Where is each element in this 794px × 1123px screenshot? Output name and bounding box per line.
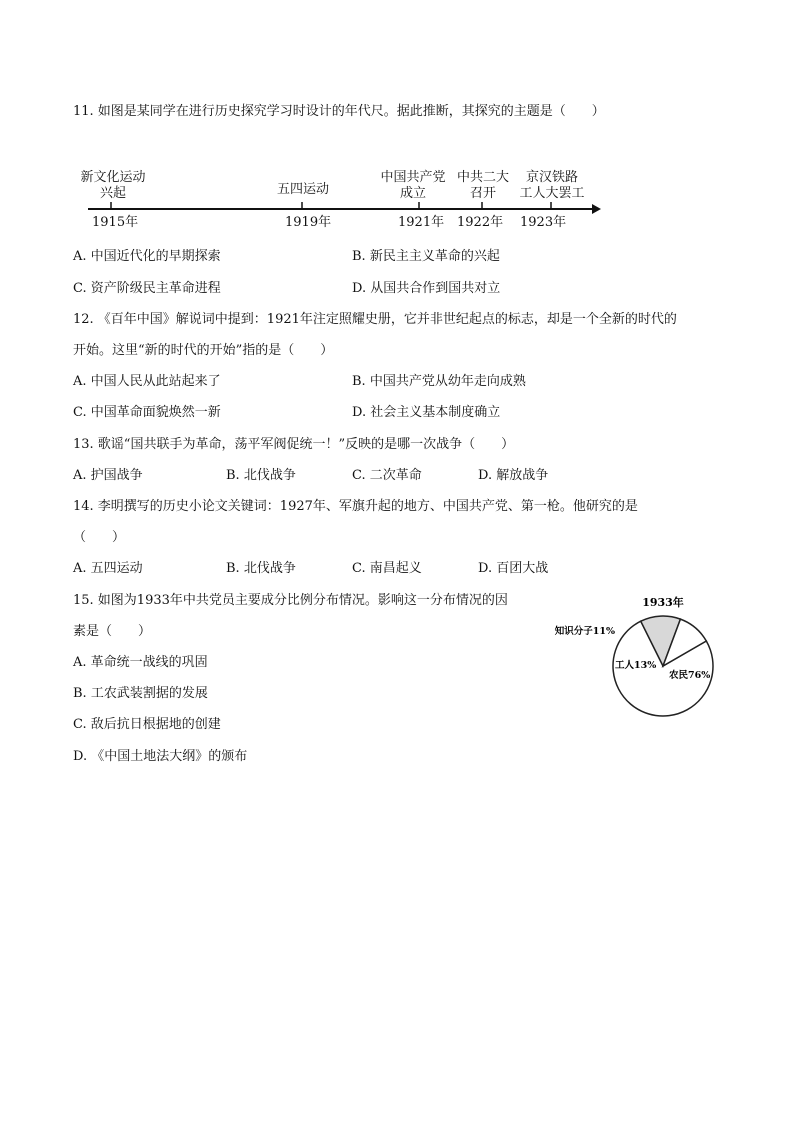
timeline-event-1921: 中国共产党 成立 <box>380 170 446 201</box>
timeline-event-1919: 五四运动 <box>276 182 329 197</box>
q15-stem-line1: 15. 如图为1933年中共党员主要成分比例分布情况。影响这一分布情况的因 <box>73 593 508 608</box>
q14-option-d[interactable]: D. 百团大战 <box>478 561 549 576</box>
timeline-event-1922: 中共二大 召开 <box>456 170 509 201</box>
timeline-year-1919: 1919年 <box>285 215 332 230</box>
q12-option-d[interactable]: D. 社会主义基本制度确立 <box>352 405 501 420</box>
timeline-year-1923: 1923年 <box>520 215 567 230</box>
timeline-year-1922: 1922年 <box>457 215 504 230</box>
q14-option-c[interactable]: C. 南昌起义 <box>352 561 422 576</box>
q11-option-a[interactable]: A. 中国近代化的早期探索 <box>73 249 221 264</box>
timeline-year-1915: 1915年 <box>92 215 139 230</box>
q13-option-a[interactable]: A. 护国战争 <box>73 468 143 483</box>
q13-option-c[interactable]: C. 二次革命 <box>352 468 422 483</box>
q14-stem-line2: （ ） <box>73 530 126 545</box>
q14-stem-line1: 14. 李明撰写的历史小论文关键词：1927年、军旗升起的地方、中国共产党、第一枪。他研究的是 <box>73 499 638 514</box>
timeline-event-1915: 新文化运动 兴起 <box>80 170 146 201</box>
pie-title: 1933年 <box>642 596 684 609</box>
timeline-arrowhead <box>592 204 601 214</box>
q12-stem-line1: 12. 《百年中国》解说词中提到：1921年注定照耀史册，它并非世纪起点的标志，却是一个全新的时代的 <box>73 312 677 327</box>
q11-stem: 11. 如图是某同学在进行历史探究学习时设计的年代尺。据此推断，其探究的主题是（ ） <box>73 104 605 119</box>
q14-option-a[interactable]: A. 五四运动 <box>73 561 143 576</box>
q15-option-d[interactable]: D. 《中国土地法大纲》的颁布 <box>73 749 248 764</box>
timeline-year-1921: 1921年 <box>398 215 445 230</box>
q13-stem: 13. 歌谣“国共联手为革命，荡平军阀促统一！”反映的是哪一次战争（ ） <box>73 437 515 452</box>
q12-option-a[interactable]: A. 中国人民从此站起来了 <box>73 374 221 389</box>
q15-option-c[interactable]: C. 敌后抗日根据地的创建 <box>73 717 221 732</box>
q11-option-b[interactable]: B. 新民主主义革命的兴起 <box>352 249 500 264</box>
q15-stem-line2: 素是（ ） <box>73 624 152 639</box>
q15-option-a[interactable]: A. 革命统一战线的巩固 <box>73 655 208 670</box>
pie-label-workers: 工人13% <box>615 660 657 671</box>
timeline-event-1923: 京汉铁路 工人大罢工 <box>519 170 585 201</box>
q12-option-b[interactable]: B. 中国共产党从幼年走向成熟 <box>352 374 526 389</box>
pie-label-intellectuals: 知识分子11% <box>554 626 615 637</box>
pie-label-peasants: 农民76% <box>669 670 711 681</box>
q13-option-d[interactable]: D. 解放战争 <box>478 468 549 483</box>
pie-chart <box>545 590 745 730</box>
q14-option-b[interactable]: B. 北伐战争 <box>226 561 296 576</box>
q11-option-d[interactable]: D. 从国共合作到国共对立 <box>352 281 501 296</box>
q13-option-b[interactable]: B. 北伐战争 <box>226 468 296 483</box>
q15-option-b[interactable]: B. 工农武装割据的发展 <box>73 686 208 701</box>
q12-option-c[interactable]: C. 中国革命面貌焕然一新 <box>73 405 221 420</box>
q11-option-c[interactable]: C. 资产阶级民主革命进程 <box>73 281 221 296</box>
q12-stem-line2: 开始。这里“新的时代的开始”指的是（ ） <box>73 343 334 358</box>
